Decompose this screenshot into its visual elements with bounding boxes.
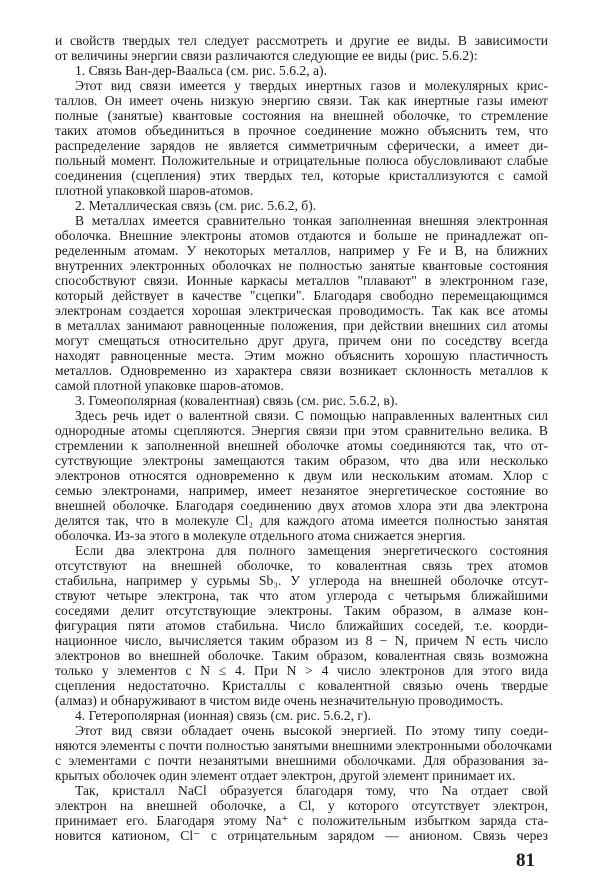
text-line: электронам создается хорошая электрическая проводимость. Так как все атомы <box>55 303 548 318</box>
text-line: находят равноценные места. Этим можно объяснить хорошую пластичность <box>55 348 548 363</box>
paragraph <box>55 198 548 213</box>
text-line: 1. Связь Ван-дер-Ваальса (см. рис. 5.6.2, а). <box>75 63 327 78</box>
paragraph <box>55 33 548 63</box>
text-line: фигурация пяти атомов стабильна. Число ближайших соседей, т.е. коорди- <box>55 618 548 633</box>
text-line: делятся так, что в молекуле Cl₂ для каждого атома имеется полностью занятая <box>55 513 548 528</box>
text-line: ствуют четыре электрона, так что атом углерода с четырьмя ближайшими <box>55 588 548 603</box>
text-line: сцепления недостаточно. Кристаллы с ковалентной связью очень твердые <box>55 678 548 693</box>
text-line: няются элементы с почти полностью занятыми внешними электронными оболочками <box>55 738 552 753</box>
text-line: могут смещаться относительно друг друга, причем они по соседству всегда <box>55 333 548 348</box>
text-line: таллов. Он имеет очень низкую энергию связи. Так как инертные газы имеют <box>55 93 548 108</box>
text-line: (алмаз) и обнаруживают в чистом виде очень незначительную проводимость. <box>55 693 504 708</box>
text-line: отсутствуют на внешней оболочке, то ковалентная связь трех атомов <box>55 558 548 573</box>
text-line: и свойств твердых тел следует рассмотреть и другие ее виды. В зависимости <box>55 33 548 48</box>
text-line: внутренних электронных оболочках не полностью занятые квантовые состояния <box>55 258 548 273</box>
text-line: плотной упаковкой шаров-атомов. <box>55 183 254 198</box>
text-line: электронов во внешней оболочке. Таким образом, ковалентная связь возможна <box>55 648 548 663</box>
text-line: стремлении к заполненной внешней оболочке атомы соединяются так, что от- <box>55 438 548 453</box>
text-line: семью электронами, например, имеет незанятое энергетическое состояние во <box>55 483 548 498</box>
text-line: внешней оболочке. Благодаря соединению двух атомов хлора эти два электрона <box>55 498 548 513</box>
paragraph <box>55 408 548 543</box>
text-line: самой плотной упаковке шаров-атомов. <box>55 378 284 393</box>
text-line: в металлах занимают равноценные положения, при действии внешних сил атомы <box>55 318 548 333</box>
text-line: Так, кристалл NaCl образуется благодаря тому, что Na отдает свой <box>75 783 548 798</box>
text-line: который действует в качестве "сцепки". Благодаря свободно перемещающимся <box>55 288 548 303</box>
paragraph <box>55 543 548 708</box>
text-line: таких атомов объединиться в прочное соединение можно объяснить тем, что <box>55 123 548 138</box>
paragraph <box>55 783 548 843</box>
text-line: оболочка. Из-за этого в молекуле отдельного атома снижается энергия. <box>55 528 466 543</box>
text-line: сутствующие электроны замещаются таким образом, что два или несколько <box>55 453 548 468</box>
text-line: ределенным атомам. У некоторых металлов, например у Fe и B, на ближних <box>55 243 548 258</box>
text-line: оболочка. Внешние электроны атомов отдаются и больше не принадлежат оп- <box>55 228 548 243</box>
text-line: 3. Гомеополярная (ковалентная) связь (см. рис. 5.6.2, в). <box>75 393 398 408</box>
text-line: соединения (сцепления) этих твердых тел, которые кристаллизуются с самой <box>55 168 548 183</box>
paragraph <box>55 63 548 78</box>
text-line: 4. Гетерополярная (ионная) связь (см. рис. 5.6.2, г). <box>75 708 371 723</box>
paragraph <box>55 393 548 408</box>
text-line: В металлах имеется сравнительно тонкая заполненная внешняя электронная <box>75 213 548 228</box>
text-line: распределение зарядов не является симметричным сферически, а имеет ди- <box>55 138 548 153</box>
paragraph <box>55 708 548 723</box>
text-line: крытых оболочек один элемент отдает электрон, другой элемент принимает их. <box>55 768 516 783</box>
text-line: стабильна, например у сурьмы Sb₃. У углерода на внешней оболочке отсут- <box>55 573 548 588</box>
text-line: Если два электрона для полного замещения энергетического состояния <box>75 543 548 558</box>
paragraph <box>55 213 548 393</box>
text-line: от величины энергии связи различаются следующие ее виды (рис. 5.6.2): <box>55 48 478 63</box>
text-line: с элементами с почти незанятыми внешними оболочками. Для образования за- <box>55 753 548 768</box>
text-line: электронов относятся одновременно к двум или нескольким атомам. Хлор с <box>55 468 548 483</box>
text-line: соседями делит отсутствующие электроны. Таким образом, в алмазе кон- <box>55 603 548 618</box>
text-line: Этот вид связи имеется у твердых инертных газов и молекулярных крис- <box>75 78 548 93</box>
text-line: 2. Металлическая связь (см. рис. 5.6.2, б). <box>75 198 317 213</box>
text-line: принимает его. Благодаря этому Na⁺ с положительным избытком заряда ста- <box>55 813 548 828</box>
page-number: 81 <box>516 850 535 871</box>
text-line: однородные атомы сцепляются. Энергия связи при этом сравнительно велика. В <box>55 423 548 438</box>
text-line: польный момент. Положительные и отрицательные полюса обусловливают слабые <box>55 153 548 168</box>
page-body <box>55 33 552 843</box>
text-line: металлов. Одновременно из характера связи возникает склонность металлов к <box>55 363 548 378</box>
text-line: Здесь речь идет о валентной связи. С помощью направленных валентных сил <box>75 408 548 423</box>
text-line: Этот вид связи обладает очень высокой энергией. По этому типу соеди- <box>75 723 548 738</box>
text-line: электрон на внешней оболочке, а Cl, у которого отсутствует электрон, <box>55 798 548 813</box>
text-line: национное число, вычисляется таким образом из 8 − N, причем N есть число <box>55 633 548 648</box>
paragraph <box>55 723 552 783</box>
text-line: полные (занятые) квантовые состояния на внешней оболочке, то стремление <box>55 108 548 123</box>
text-line: новится катионом, Cl⁻ с отрицательным зарядом — анионом. Связь через <box>55 828 548 843</box>
text-line: способствуют связи. Ионные каркасы металлов "плавают" в электронном газе, <box>55 273 548 288</box>
paragraph <box>55 78 548 198</box>
text-line: только у элементов с N ≤ 4. При N > 4 число электронов для этого вида <box>55 663 548 678</box>
